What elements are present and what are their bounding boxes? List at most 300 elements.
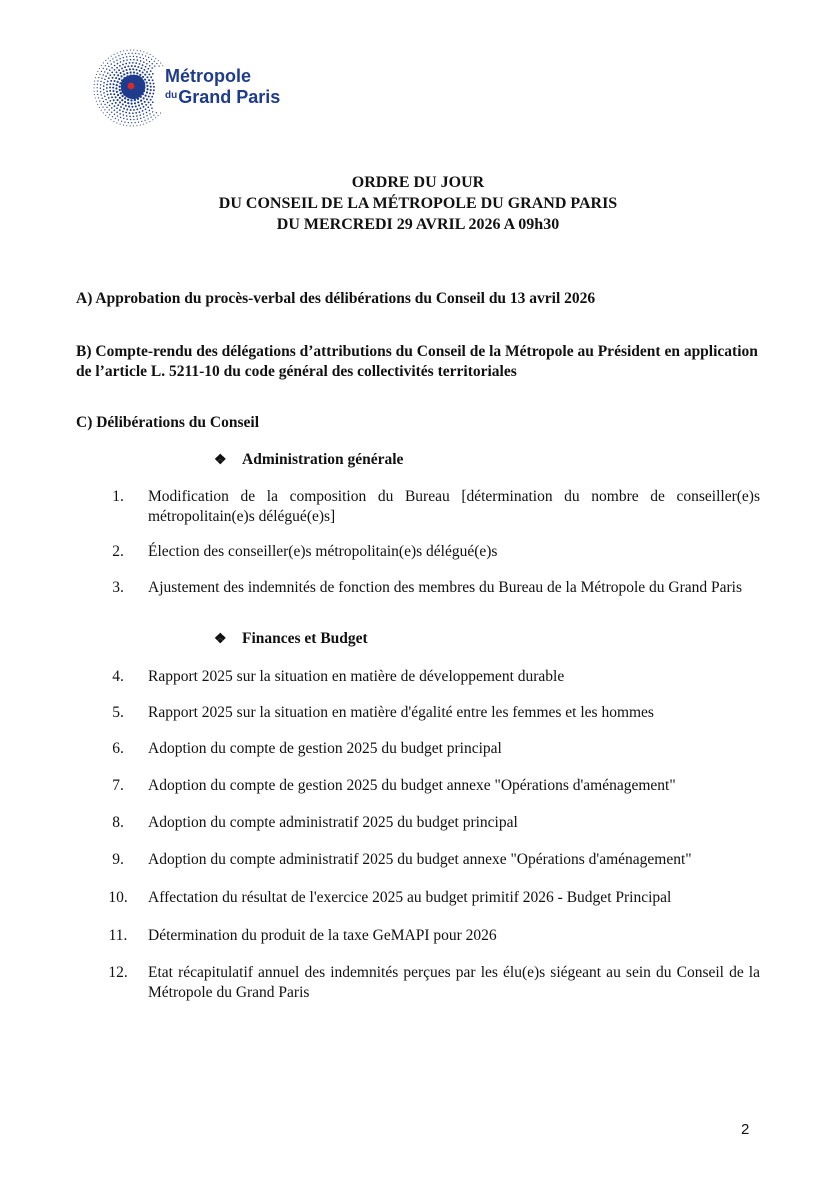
logo-dot [111, 96, 113, 98]
logo-dot [122, 70, 124, 72]
metropole-logo [92, 48, 292, 128]
logo-dot [137, 59, 139, 61]
logo-dot [137, 66, 139, 68]
logo-dot [128, 122, 129, 123]
logo-du: du [165, 90, 178, 101]
logo-dot [152, 63, 153, 64]
logo-dot [108, 97, 110, 99]
logo-dot [119, 113, 121, 115]
logo-dot [105, 65, 106, 66]
logo-dot [140, 125, 141, 126]
logo-dot [104, 95, 106, 97]
logo-dot [123, 73, 125, 75]
logo-dot [141, 121, 142, 122]
logo-dot [99, 100, 100, 101]
logo-dot [130, 99, 132, 101]
logo-dot [116, 60, 117, 61]
logo-dot [126, 56, 127, 57]
logo-dot [151, 107, 153, 109]
logo-dot [113, 74, 115, 76]
logo-dot [133, 109, 135, 111]
logo-dot [143, 117, 144, 118]
logo-dot [136, 72, 138, 74]
logo-dot [101, 77, 102, 78]
logo-dot [151, 96, 153, 98]
logo-dot [117, 94, 119, 96]
logo-dot [152, 93, 154, 95]
logo-dot [140, 107, 142, 109]
logo-dot [127, 65, 129, 67]
logo-dot [133, 59, 135, 61]
logo-dot [104, 79, 106, 81]
logo-dot [139, 114, 141, 116]
logo-dot [126, 50, 127, 51]
logo-dot [120, 61, 122, 63]
logo-dot [129, 56, 130, 57]
logo-dot [106, 90, 108, 92]
logo-dot [125, 105, 127, 107]
logo-dot [147, 53, 148, 54]
logo-dot [140, 50, 141, 51]
logo-dot [116, 111, 118, 113]
logo-dot [150, 76, 152, 78]
logo-dot [156, 63, 157, 64]
logo-dot [153, 114, 154, 115]
logo-dot [131, 122, 132, 123]
logo-dot [116, 122, 117, 123]
logo-dot [117, 115, 118, 116]
logo-dot [123, 50, 124, 51]
logo-dot [126, 72, 128, 74]
logo-dot [141, 103, 143, 105]
logo-dot [151, 59, 152, 60]
logo-dot [116, 67, 118, 69]
logo-dot [107, 80, 109, 82]
logo-dot [152, 111, 153, 112]
logo-dot [105, 99, 107, 101]
logo-dot [131, 106, 133, 108]
logo-dot [123, 124, 124, 125]
logo-dot [123, 118, 124, 119]
logo-dot [103, 82, 105, 84]
logo-dot [136, 56, 137, 57]
logo-dot [101, 110, 102, 111]
logo-dot [134, 65, 136, 67]
logo-dot [115, 118, 116, 119]
logo-dot [155, 58, 156, 59]
logo-dot [146, 115, 147, 116]
item-number: 6. [112, 740, 124, 757]
logo-line-grand-paris [165, 86, 280, 107]
logo-dot [108, 58, 109, 59]
logo-dot [94, 81, 95, 82]
logo-dot [119, 89, 121, 91]
logo-dot [148, 57, 149, 58]
logo-dot [104, 104, 105, 105]
logo-dot [139, 57, 140, 58]
logo-dot [113, 121, 114, 122]
logo-dot [128, 106, 130, 108]
logo-dot [120, 106, 122, 108]
logo-dot [148, 118, 149, 119]
logo-dot [114, 105, 116, 107]
logo-dot [99, 107, 100, 108]
logo-dot [123, 60, 125, 62]
logo-dot [112, 90, 114, 92]
logo-grand-paris: Grand Paris [178, 87, 281, 107]
logo-dot [145, 104, 147, 106]
logo-dot [115, 102, 117, 104]
logo-dot [133, 125, 134, 126]
logo-dot [109, 74, 111, 76]
logo-dot [146, 81, 148, 83]
logo-dot [137, 101, 139, 103]
logo-dot [100, 81, 101, 82]
logo-dot [120, 72, 122, 74]
logo-dot [131, 65, 133, 67]
item-number: 5. [112, 704, 124, 721]
logo-dot [133, 49, 134, 50]
logo-dot [120, 117, 121, 118]
logo-dot [97, 91, 98, 92]
item-number: 3. [112, 579, 124, 596]
logo-dot [108, 77, 110, 79]
logo-dot [130, 125, 131, 126]
logo-dot [95, 97, 96, 98]
logo-dot [152, 101, 154, 103]
logo-dot [132, 62, 134, 64]
logo-dot [152, 119, 153, 120]
logo-dot [153, 86, 155, 88]
logo-dot [119, 97, 121, 99]
logo-dot [146, 85, 148, 87]
logo-dot [115, 57, 116, 58]
logo-dot [115, 87, 117, 89]
subheading-administration [214, 450, 403, 471]
logo-dot [116, 84, 118, 86]
subheading-label: Finances et Budget [242, 630, 368, 647]
logo-dot [162, 65, 163, 66]
logo-dot [94, 94, 95, 95]
logo-dot [106, 84, 108, 86]
logo-dot [149, 65, 151, 67]
logo-dot [97, 80, 98, 81]
logo-dot [152, 56, 153, 57]
logo-dot [153, 83, 155, 85]
logo-dot [105, 60, 106, 61]
logo-dot [111, 112, 112, 113]
logo-dot [146, 71, 148, 73]
logo-dot [125, 112, 127, 114]
logo-dot [103, 85, 105, 87]
logo-dot [139, 74, 141, 76]
logo-dot [107, 94, 109, 96]
logo-dot [118, 119, 119, 120]
logo-dot [100, 88, 101, 89]
logo-dot [111, 72, 113, 74]
logo-dot [100, 84, 101, 85]
logo-dot [144, 78, 146, 80]
logo-dot [110, 60, 111, 61]
logo-dot [120, 92, 122, 94]
logo-dot [125, 53, 126, 54]
item-number: 8. [112, 814, 124, 831]
subheading-label: Administration générale [242, 451, 404, 468]
logo-dot [129, 68, 131, 70]
item-number: 1. [112, 488, 124, 505]
logo-dot [154, 61, 155, 62]
logo-dot [124, 121, 125, 122]
logo-dot [111, 63, 112, 64]
logo-dot [143, 97, 145, 99]
logo-dot [138, 53, 139, 54]
logo-dot [133, 116, 135, 118]
logo-dot [149, 121, 150, 122]
logo-dot [97, 84, 98, 85]
logo-dot [111, 107, 113, 109]
logo-dot [136, 125, 137, 126]
logo-dot [116, 71, 118, 73]
item-text: Adoption du compte administratif 2025 du budget principal [148, 814, 518, 831]
logo-dot [112, 116, 113, 117]
logo-dot [144, 120, 145, 121]
logo-dot [117, 52, 118, 53]
logo-dot [140, 60, 142, 62]
logo-dot [140, 118, 141, 119]
logo-dot [102, 106, 103, 107]
logo-dot [116, 91, 118, 93]
item-number: 7. [112, 777, 124, 794]
logo-dot [114, 69, 116, 71]
logo-dot [120, 75, 122, 77]
item-text: Rapport 2025 sur la situation en matière d'égalité entre les femmes et les hommes [148, 704, 654, 721]
logo-dot [147, 68, 149, 70]
logo-dot [135, 53, 136, 54]
logo-dot [111, 67, 113, 69]
logo-dot [118, 78, 120, 80]
logo-dot [103, 74, 104, 75]
item-text: Adoption du compte de gestion 2025 du budget principal [148, 740, 502, 757]
logo-dot [149, 92, 151, 94]
logo-dot [131, 102, 133, 104]
logo-dot [103, 62, 104, 63]
logo-dot [156, 112, 157, 113]
logo-dot [132, 68, 134, 70]
item-text: Modification de la composition du Bureau [détermination du nombre de conseiller(e)s métropolitain(e)s délégué(e)s] [148, 488, 760, 525]
logo-dot [160, 113, 161, 114]
logo-dot [143, 113, 145, 115]
logo-dot [118, 85, 120, 87]
logo-dot [109, 109, 110, 110]
logo-dot [112, 77, 114, 79]
logo-dot [135, 112, 137, 114]
logo-dot [126, 125, 127, 126]
logo-dot [126, 59, 128, 61]
logo-dot [145, 55, 146, 56]
logo-dot [124, 97, 126, 99]
logo-dot [105, 115, 106, 116]
logo-dot [152, 79, 154, 81]
logo-dot [109, 83, 111, 85]
logo-dot [136, 69, 138, 71]
logo-dot [100, 94, 101, 95]
logo-dot [109, 70, 111, 72]
item-number: 10. [108, 889, 128, 906]
item-text: Rapport 2025 sur la situation en matière de développement durable [148, 668, 565, 685]
logo-dot [116, 107, 118, 109]
logo-dot [149, 110, 151, 112]
logo-dot [111, 103, 113, 105]
logo-dot [139, 70, 141, 72]
logo-dot [152, 73, 154, 75]
item-number: 9. [112, 851, 124, 868]
logo-dot [143, 51, 144, 52]
logo-dot [118, 69, 120, 71]
logo-dot [101, 71, 102, 72]
logo-dot [150, 70, 152, 72]
logo-red-dot-icon [128, 83, 135, 90]
logo-dot [97, 87, 98, 88]
logo-dot [109, 100, 111, 102]
logo-dot [127, 99, 129, 101]
logo-dot [122, 64, 124, 66]
logo-dot [143, 61, 145, 63]
title-line-1: ORDRE DU JOUR [351, 174, 485, 191]
title-line-3: DU MERCREDI 29 AVRIL 2026 A 09h30 [276, 216, 560, 233]
logo-dot [113, 83, 115, 85]
logo-dot [144, 74, 146, 76]
logo-dot [142, 54, 143, 55]
logo-dot [126, 109, 128, 111]
logo-dot [119, 65, 121, 67]
logo-dot [160, 63, 161, 64]
logo-dot [97, 104, 98, 105]
logo-dot [135, 122, 136, 123]
diamond-bullet-icon: ❖ [214, 453, 227, 468]
logo-dot [118, 55, 119, 56]
logo-dot [122, 111, 124, 113]
logo-dot [112, 87, 114, 89]
logo-dot [106, 107, 107, 108]
logo-dot [122, 103, 124, 105]
logo-dot [146, 98, 148, 100]
logo-dot [122, 54, 123, 55]
logo-dot [107, 102, 109, 104]
logo-dot [97, 71, 98, 72]
logo-dot [123, 114, 125, 116]
logo-dot [121, 121, 122, 122]
logo-dot [108, 66, 109, 67]
logo-dot [96, 74, 97, 75]
logo-dot [140, 100, 142, 102]
logo-dot [150, 89, 152, 91]
logo-dot [119, 109, 121, 111]
logo-dot [143, 69, 145, 71]
logo-dot [130, 49, 131, 50]
item-text: Détermination du produit de la taxe GeMAPI pour 2026 [148, 927, 497, 944]
logo-dot [158, 66, 159, 67]
logo-dot [148, 79, 150, 81]
logo-dot [93, 87, 94, 88]
logo-dot [124, 101, 126, 103]
logo-dot-emblem-icon [92, 48, 172, 128]
logo-dot [142, 72, 144, 74]
logo-dot [146, 76, 148, 78]
logo-dot [136, 108, 138, 110]
page-number: 2 [741, 1121, 750, 1138]
logo-dot [151, 67, 153, 69]
logo-dot [129, 116, 131, 118]
logo-dot [107, 72, 109, 74]
logo-dot [142, 64, 144, 66]
logo-dot [117, 99, 119, 101]
logo-dot [150, 99, 152, 101]
logo-dot [129, 112, 131, 114]
item-text: Etat récapitulatif annuel des indemnités perçues par les élu(e)s siégeant au sein du Conseil de la Métropole du Grand Paris [148, 964, 760, 1001]
document-title [0, 172, 836, 235]
logo-dot [148, 95, 150, 97]
logo-dot [135, 105, 137, 107]
logo-dot [104, 109, 105, 110]
logo-dot [121, 95, 123, 97]
logo-dot [139, 63, 141, 65]
logo-dot [114, 80, 116, 82]
logo-dot [150, 54, 151, 55]
logo-dot [110, 93, 112, 95]
logo-dot [121, 99, 123, 101]
logo-dot [117, 104, 119, 106]
logo-dot [107, 112, 108, 113]
logo-dot [133, 71, 135, 73]
logo-dot [148, 101, 150, 103]
logo-dot [97, 94, 98, 95]
logo-dot [114, 114, 115, 115]
logo-dot [150, 116, 151, 117]
logo-dot [103, 92, 105, 94]
logo-dot [132, 53, 133, 54]
logo-dot [124, 66, 126, 68]
logo-dot [136, 115, 138, 117]
logo-dot [146, 63, 148, 65]
section-a-heading: A) Approbation du procès-verbal des délibérations du Conseil du 13 avril 2026 [76, 290, 596, 307]
logo-dot [148, 73, 150, 75]
logo-dot [101, 104, 102, 105]
logo-dot [95, 77, 96, 78]
item-text: Adoption du compte de gestion 2025 du budget annexe "Opérations d'aménagement" [148, 777, 676, 794]
logo-dot [143, 106, 145, 108]
logo-dot [144, 101, 146, 103]
logo-dot [139, 111, 141, 113]
logo-dot [112, 58, 113, 59]
logo-dot [145, 66, 147, 68]
logo-dot [123, 57, 124, 58]
logo-dot [149, 82, 151, 84]
logo-dot [113, 99, 115, 101]
logo-dot [153, 89, 155, 91]
logo-dot [149, 113, 150, 114]
item-number: 4. [112, 668, 124, 685]
logo-dot [146, 91, 148, 93]
logo-dot [106, 68, 107, 69]
logo-dot [117, 74, 119, 76]
logo-dot [130, 119, 131, 120]
logo-dot [144, 95, 146, 97]
title-line-2: DU CONSEIL DE LA MÉTROPOLE DU GRAND PARIS [218, 195, 618, 212]
logo-dot [100, 91, 101, 92]
logo-dot [143, 58, 144, 59]
logo-dot [145, 108, 147, 110]
logo-dot [103, 101, 104, 102]
